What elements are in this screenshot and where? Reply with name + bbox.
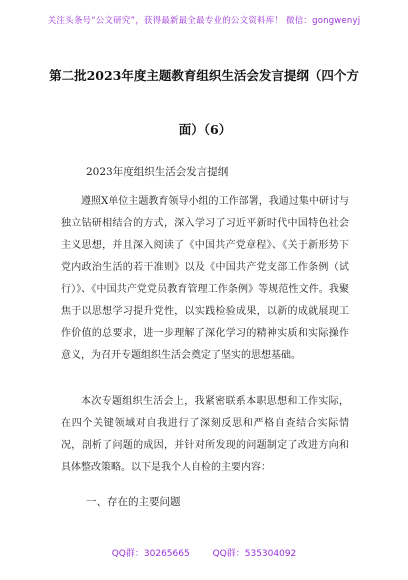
paragraph-2-text: 本次专题组织生活会上，我紧密联系本职思想和工作实际，在四个关键领域对自我进行了深刻反思和严格自查结合实际情况，剖析了问题的成因，并针对所发现的问题制定了改进方向和具体整改策略。以下是我个人自检的主要内容：: [61, 396, 349, 473]
document-subtitle: 2023年度组织生活会发言提纲: [86, 166, 229, 178]
paragraph-1-text: 遵照X单位主题教育领导小组的工作部署，我通过集中研讨与独立钻研相结合的方式，深入学习了习近平新时代中国特色社会主义思想，并且深入阅读了《中国共产党章程》、《关于新形势下党内政治生活的若干准则》以及《中国共产党支部工作条例（试行）》、《中国共产党党员教育管理工作条例》等规范性文件。我聚焦于以思想学习提升党性，以实践检验成果，以新的成就展现工作价值的总要求，进一步理解了深化学习的精神实质和实际操作意义，为召开专题组织生活会奠定了坚实的思想基础。: [61, 196, 349, 361]
footer: [0, 546, 408, 559]
footer-qq-group-1: QQ群：30265665: [111, 549, 190, 559]
header-note: 关注头条号“公文研究”，获得最新最全最专业的公文资料库！ 微信：gongwenyj: [47, 16, 361, 26]
paragraph-2: [61, 391, 349, 479]
section-heading: 一、存在的主要问题: [86, 496, 181, 508]
paragraph-1: [61, 191, 349, 367]
footer-qq-group-2: QQ群：535304092: [212, 549, 297, 559]
document-title-line2: 面）（6）: [178, 122, 232, 137]
document-title-line1: 第二批2023年度主题教育组织生活会发言提纲（四个方: [49, 68, 359, 83]
